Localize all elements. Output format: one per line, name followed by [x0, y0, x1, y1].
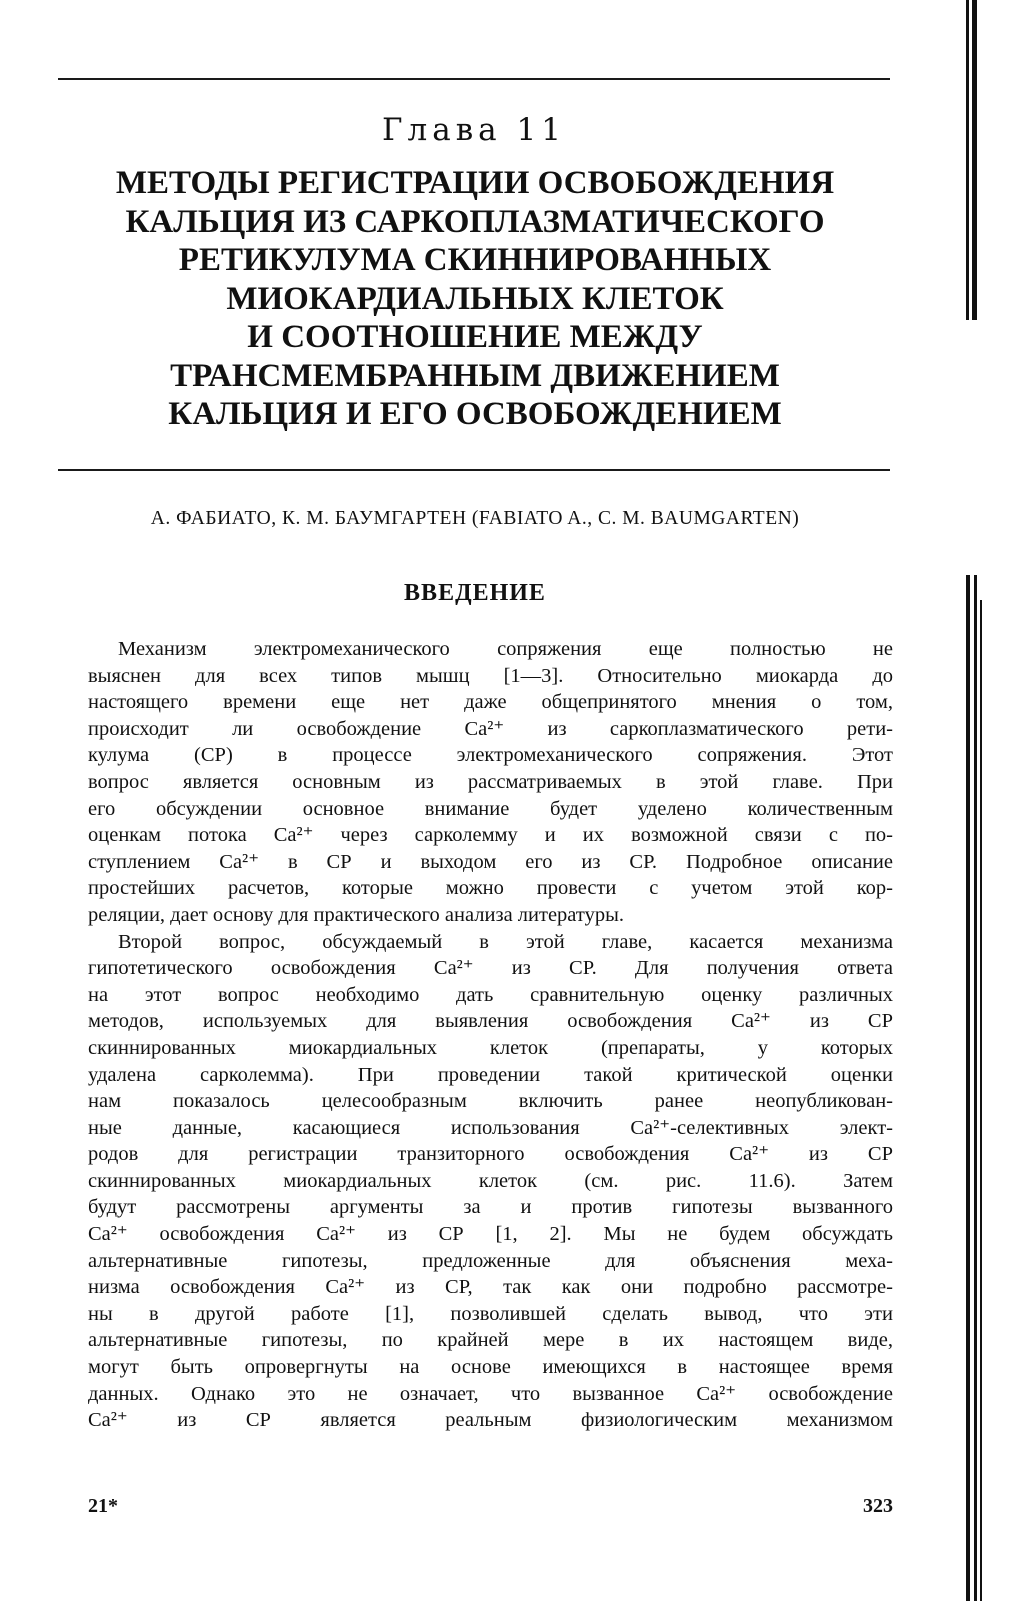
text-line: скиннированных миокардиальных клеток (препараты, у которых	[88, 1036, 893, 1059]
text-line: будут рассмотрены аргументы за и против гипотезы вызванного	[88, 1196, 893, 1219]
top-rule	[58, 78, 890, 80]
text-line: Ca²⁺ освобождения Ca²⁺ из СР [1, 2]. Мы не будем обсуждать	[88, 1223, 893, 1246]
text-line: происходит ли освобождение Ca²⁺ из саркоплазматического рети-	[88, 717, 893, 740]
text-line: низма освобождения Ca²⁺ из СР, так как они подробно рассмотре-	[88, 1276, 893, 1299]
binding-edge-shadow	[966, 0, 969, 320]
text-line: родов для регистрации транзиторного освобождения Ca²⁺ из СР	[88, 1143, 893, 1166]
text-line: вопрос является основным из рассматриваемых в этой главе. При	[88, 770, 893, 793]
bottom-rule	[58, 469, 890, 471]
text-line: альтернативные гипотезы, по крайней мере в их настоящем виде,	[88, 1329, 893, 1352]
text-line: на этот вопрос необходимо дать сравнительную оценку различных	[88, 983, 893, 1006]
text-line: данных. Однако это не означает, что вызванное Ca²⁺ освобождение	[88, 1382, 893, 1405]
body-text	[88, 636, 893, 1434]
text-line: ны в другой работе [1], позволившей сделать вывод, что эти	[88, 1302, 893, 1325]
text-line: могут быть опровергнуты на основе имеющихся в настоящее время	[88, 1356, 893, 1379]
text-line: методов, используемых для выявления освобождения Ca²⁺ из СР	[88, 1010, 893, 1033]
text-line: гипотетического освобождения Ca²⁺ из СР. Для получения ответа	[88, 957, 893, 980]
binding-edge-shadow	[966, 575, 970, 1601]
binding-edge-shadow	[980, 600, 982, 1601]
paragraph-1	[88, 636, 893, 929]
title-line: И СООТНОШЕНИЕ МЕЖДУ	[247, 319, 703, 355]
text-line: кулума (СР) в процессе электромеханического сопряжения. Этот	[88, 744, 893, 767]
chapter-label: Глава 11	[382, 112, 566, 148]
title-line: КАЛЬЦИЯ И ЕГО ОСВОБОЖДЕНИЕМ	[168, 396, 782, 432]
text-line: скиннированных миокардиальных клеток (см. рис. 11.6). Затем	[88, 1169, 893, 1192]
title-line: МИОКАРДИАЛЬНЫХ КЛЕТОК	[226, 280, 724, 317]
chapter-title	[60, 164, 890, 434]
text-line: реляции, дает основу для практического анализа литературы.	[88, 903, 624, 926]
text-line: оценкам потока Ca²⁺ через сарколемму и их возможной связи с по-	[88, 824, 893, 847]
text-line: выяснен для всех типов мышц [1—3]. Относительно миокарда до	[88, 664, 893, 687]
text-line: удалена сарколемма). При проведении такой критической оценки	[88, 1063, 893, 1086]
binding-edge-shadow	[974, 575, 977, 1601]
text-line: Механизм электромеханического сопряжения еще полностью не	[118, 638, 893, 660]
title-line: ТРАНСМЕМБРАННЫМ ДВИЖЕНИЕМ	[170, 357, 780, 394]
text-line: его обсуждении основное внимание будет уделено количественным	[88, 797, 893, 820]
title-line: РЕТИКУЛУМА СКИННИРОВАННЫХ	[178, 242, 772, 278]
text-line: нам показалось целесообразным включить ранее неопубликован-	[88, 1090, 893, 1113]
text-line: Ca²⁺ из СР является реальным физиологическим механизмом	[88, 1409, 893, 1432]
text-line: ступлением Ca²⁺ в СР и выходом его из СР. Подробное описание	[88, 850, 893, 873]
signature-mark: 21*	[88, 1495, 118, 1517]
page-number: 323	[863, 1495, 893, 1517]
text-line: настоящего времени еще нет даже общепринятого мнения о том,	[88, 691, 893, 714]
title-line: КАЛЬЦИЯ ИЗ САРКОПЛАЗМАТИЧЕСКОГО	[125, 203, 825, 240]
text-line: ные данные, касающиеся использования Ca²⁺-селективных элект-	[88, 1116, 893, 1139]
binding-edge-shadow	[972, 0, 977, 320]
authors: А. ФАБИАТО, К. М. БАУМГАРТЕН (FABIATO A., C. M. BAUMGARTEN)	[150, 508, 800, 529]
text-line: простейших расчетов, которые можно провести с учетом этой кор-	[88, 877, 893, 900]
text-line: альтернативные гипотезы, предложенные для объяснения меха-	[88, 1249, 893, 1272]
text-line: Второй вопрос, обсуждаемый в этой главе, касается механизма	[118, 930, 893, 953]
paragraph-2	[88, 929, 893, 1434]
section-heading: ВВЕДЕНИЕ	[404, 580, 546, 606]
title-line: МЕТОДЫ РЕГИСТРАЦИИ ОСВОБОЖДЕНИЯ	[115, 165, 835, 201]
